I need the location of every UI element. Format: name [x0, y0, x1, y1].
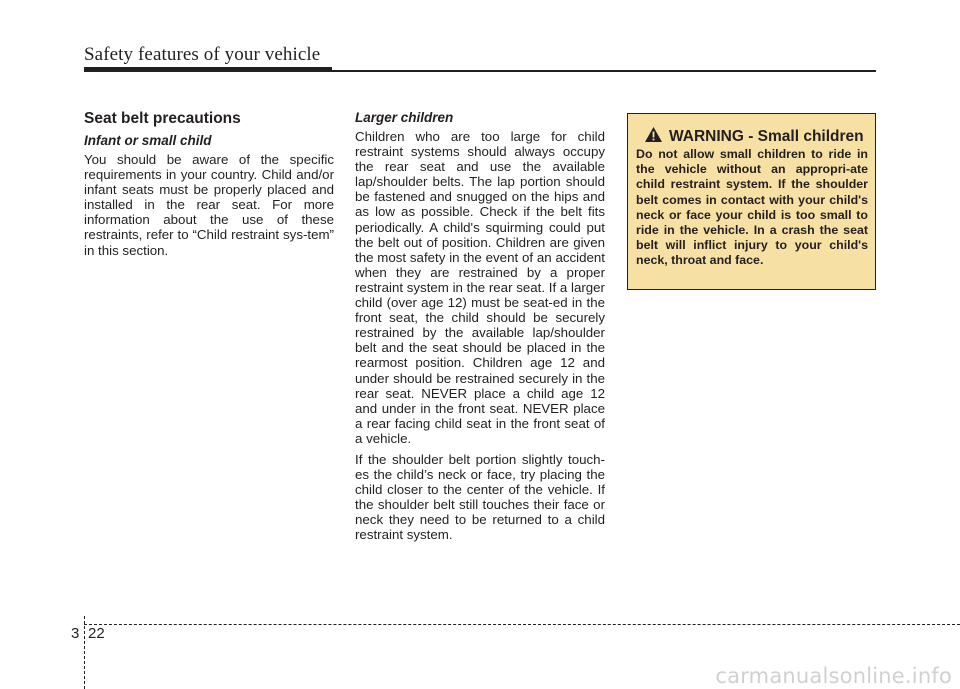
- footer-rule: [84, 624, 960, 625]
- footer-page-number: 22: [88, 625, 105, 642]
- middle-column: [355, 110, 605, 549]
- section-heading: Seat belt precautions: [84, 110, 241, 127]
- footer-divider: [84, 616, 85, 689]
- left-column: [84, 110, 334, 264]
- subheading-infant: Infant or small child: [84, 133, 212, 148]
- header-rule-thin: [332, 70, 876, 72]
- paragraph-larger-children-1: Children who are too large for child restraint systems should always occupy the rear seat and use the available lap/shoulder belts. The lap portion should be fastened and snugged on the hips and as low as possible. Check if the belt fits periodically. A child's squirming could put the belt out of position. Children are given the most safety in the event of an accident when they are restrained by a proper restraint system in the rear seat. If a larger child (over age 12) must be seat-ed in the front seat, the child should be securely restrained by the available lap/shoulder belt and the seat should be placed in the rearmost position. Children age 12 and under should be restrained securely in the rear seat. NEVER place a child age 12 and under in the front seat. NEVER place a rear facing child seat in the front seat of a vehicle.: [355, 129, 605, 446]
- paragraph-larger-children-2: If the shoulder belt portion slightly touch-es the child’s neck or face, try placing the child closer to the center of the vehicle. If the shoulder belt still touches their face or neck they need to be returned to a child restraint system.: [355, 451, 605, 543]
- footer-section-number: 3: [71, 625, 80, 642]
- watermark: carmanualsonline.info: [715, 664, 952, 688]
- subheading-larger-children: Larger children: [355, 110, 454, 125]
- warning-body: Do not allow small children to ride in the vehicle without an appropri-ate child restraint system. If the shoulder belt comes in contact with your child's neck or face your child is too small to ride in the vehicle. In a crash the seat belt will inflict injury to your child's neck, throat and face.: [636, 147, 868, 268]
- warning-box: [627, 113, 876, 290]
- warning-title: WARNING - Small children: [669, 128, 864, 145]
- page-header-title: Safety features of your vehicle: [84, 44, 321, 65]
- warning-triangle-icon: [644, 126, 663, 148]
- paragraph-infant: You should be aware of the specific requirements in your country. Child and/or infant seats must be properly placed and installed in the rear seat. For more information about the use of these restraints, refer to “Child restraint sys-tem” in this section.: [84, 152, 334, 258]
- warning-header: [644, 126, 864, 148]
- header-rule-thick: [84, 67, 332, 72]
